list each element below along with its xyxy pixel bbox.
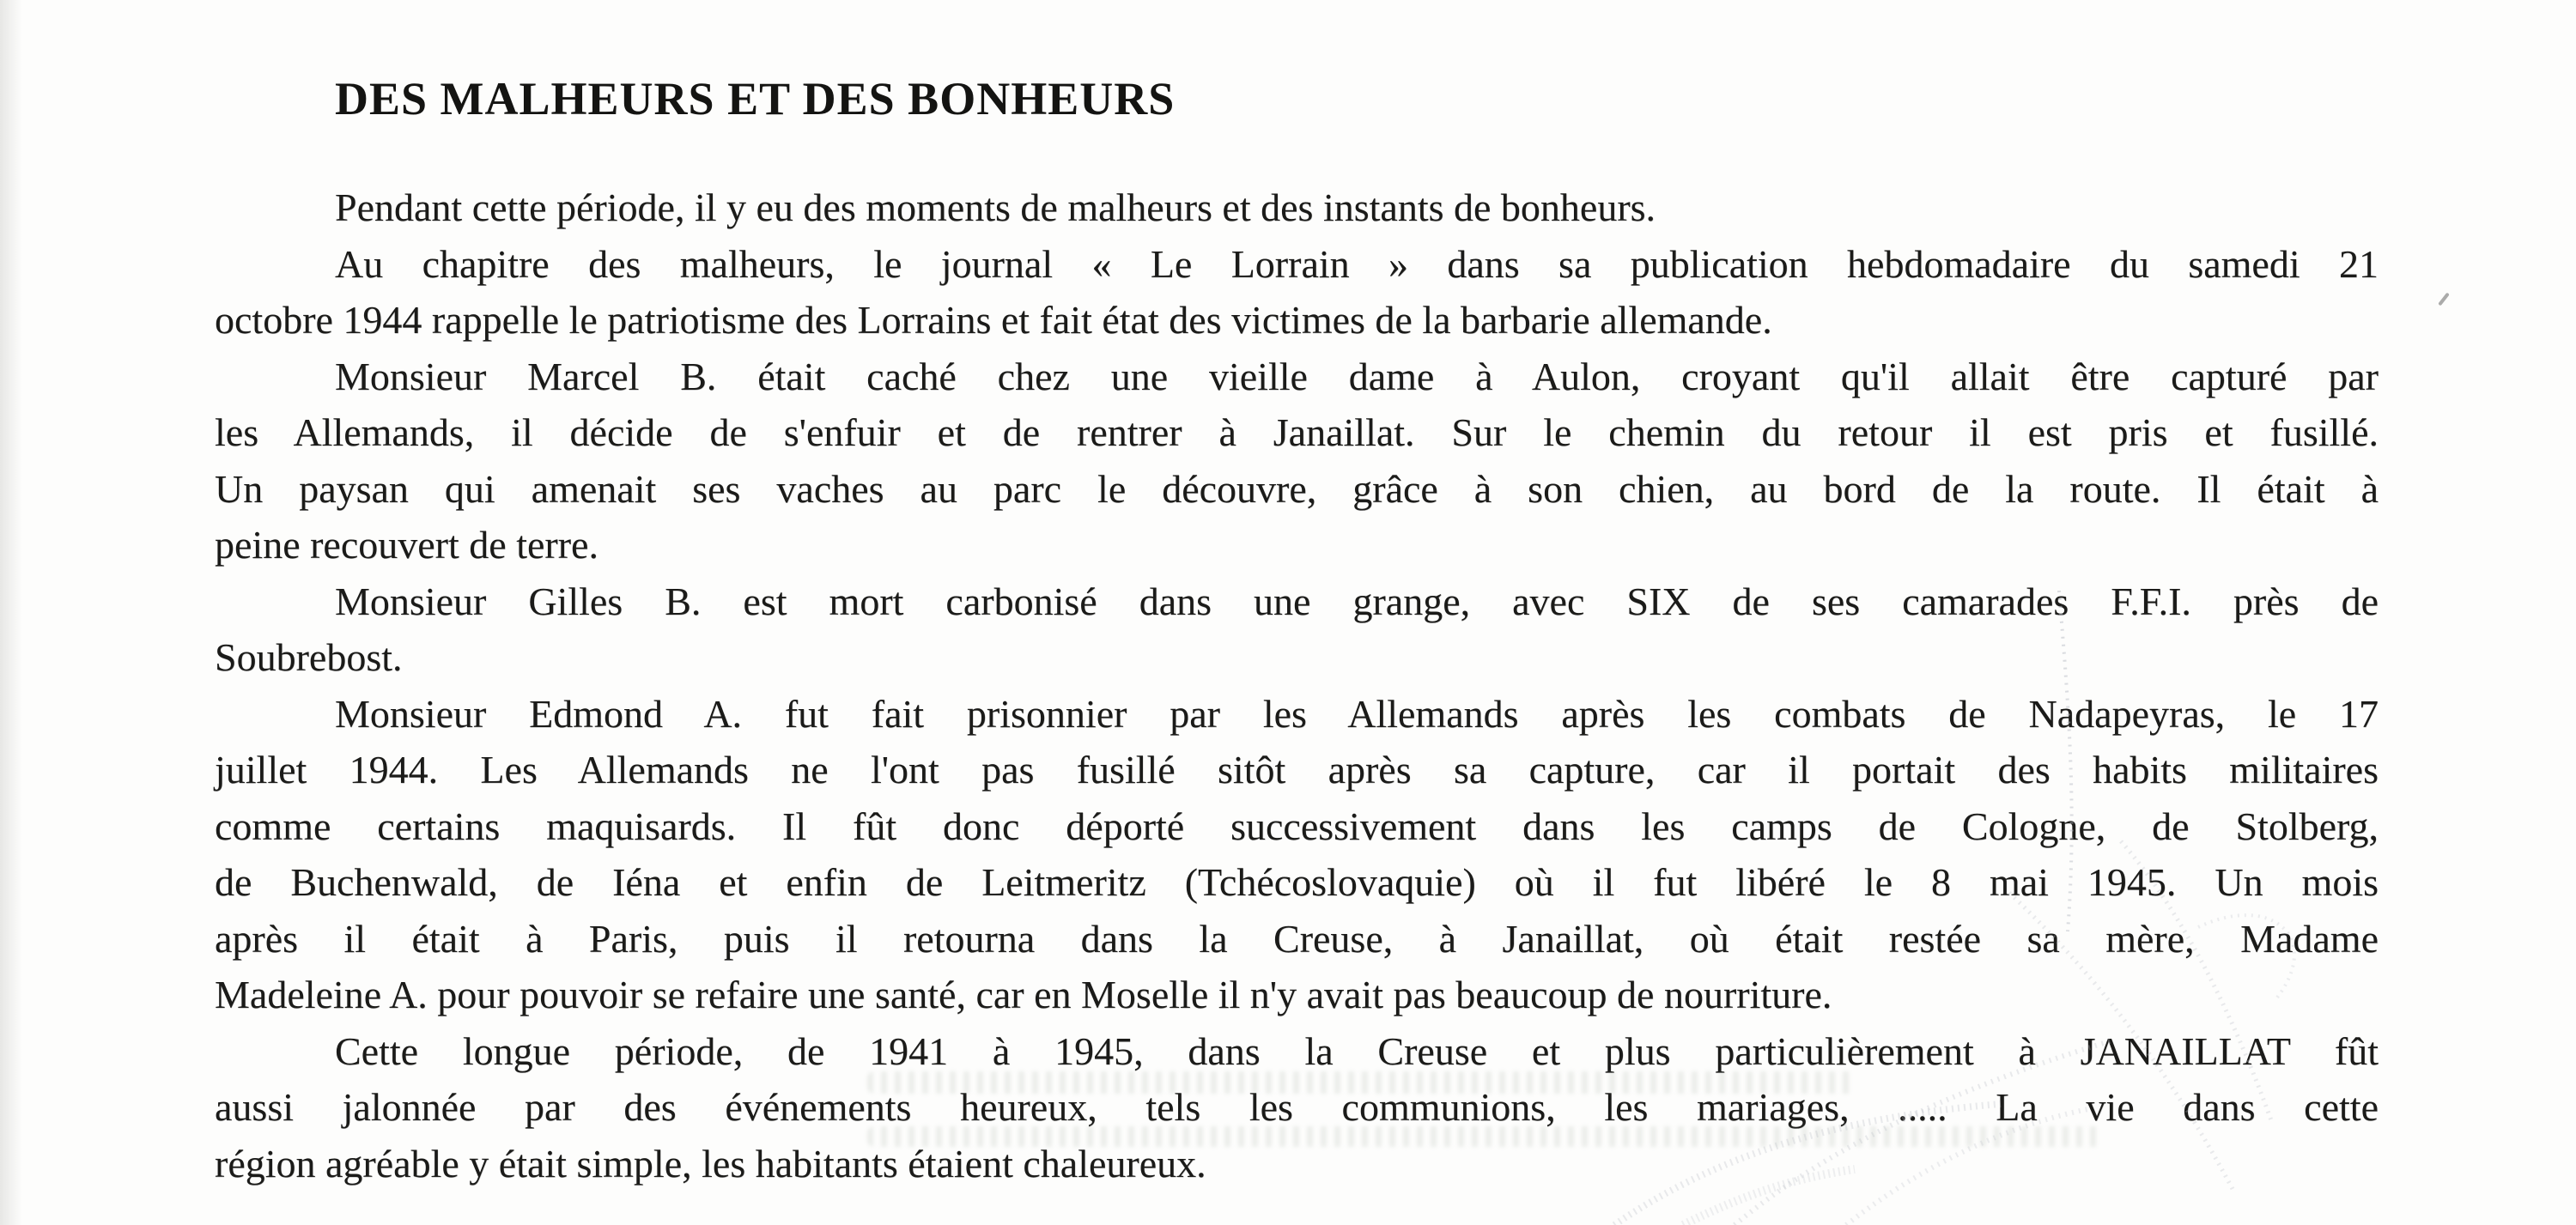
text-line: après il était à Paris, puis il retourna dans la Creuse, à Janaillat, où était restée sa mère, Madame (215, 916, 2379, 961)
text-line: Monsieur Marcel B. était caché chez une vieille dame à Aulon, croyant qu'il allait être capturé par (335, 354, 2379, 398)
text-line: Monsieur Gilles B. est mort carbonisé dans une grange, avec SIX de ses camarades F.F.I. près de (335, 579, 2379, 623)
text-line: Pendant cette période, il y eu des moments de malheurs et des instants de bonheurs. (335, 185, 1656, 229)
bleed-through-smudge (867, 1126, 2104, 1147)
text-line: région agréable y était simple, les habitants étaient chaleureux. (215, 1141, 1206, 1186)
text-line: Monsieur Edmond A. fut fait prisonnier par les Allemands après les combats de Nadapeyras, le 17 (335, 691, 2379, 736)
text-line: octobre 1944 rappelle le patriotisme des Lorrains et fait état des victimes de la barbarie allemande. (215, 298, 1772, 342)
document-body (215, 179, 2379, 1192)
text-line: aussi jalonnée par des événements heureux, tels les communions, les mariages, ..... La vie dans cette (215, 1085, 2379, 1129)
text-line: de Buchenwald, de Iéna et enfin de Leitmeritz (Tchécoslovaquie) où il fut libéré le 8 mai 1945. Un mois (215, 860, 2379, 904)
text-line: Soubrebost. (215, 635, 403, 679)
text-line: les Allemands, il décide de s'enfuir et de rentrer à Janaillat. Sur le chemin du retour il est pris et fusillé. (215, 410, 2379, 454)
document-title: DES MALHEURS ET DES BONHEURS (335, 73, 1176, 124)
bleed-through-smudge (867, 1071, 1855, 1094)
text-line: juillet 1944. Les Allemands ne l'ont pas fusillé sitôt après sa capture, car il portait des habits militaires (215, 748, 2379, 791)
text-line: peine recouvert de terre. (215, 523, 598, 567)
text-line: Un paysan qui amenait ses vaches au parc le découvre, grâce à son chien, au bord de la route. Il était à (215, 466, 2379, 511)
text-line: Madeleine A. pour pouvoir se refaire une santé, car en Moselle il n'y avait pas beaucoup de nourriture. (215, 973, 1832, 1016)
text-line: Cette longue période, de 1941 à 1945, dans la Creuse et plus particulièrement à JANAILLAT fût (335, 1028, 2379, 1073)
text-line: comme certains maquisards. Il fût donc déporté successivement dans les camps de Cologne, de Stolberg, (215, 804, 2379, 848)
text-line: Au chapitre des malheurs, le journal « Le Lorrain » dans sa publication hebdomadaire du samedi 21 (335, 241, 2379, 286)
